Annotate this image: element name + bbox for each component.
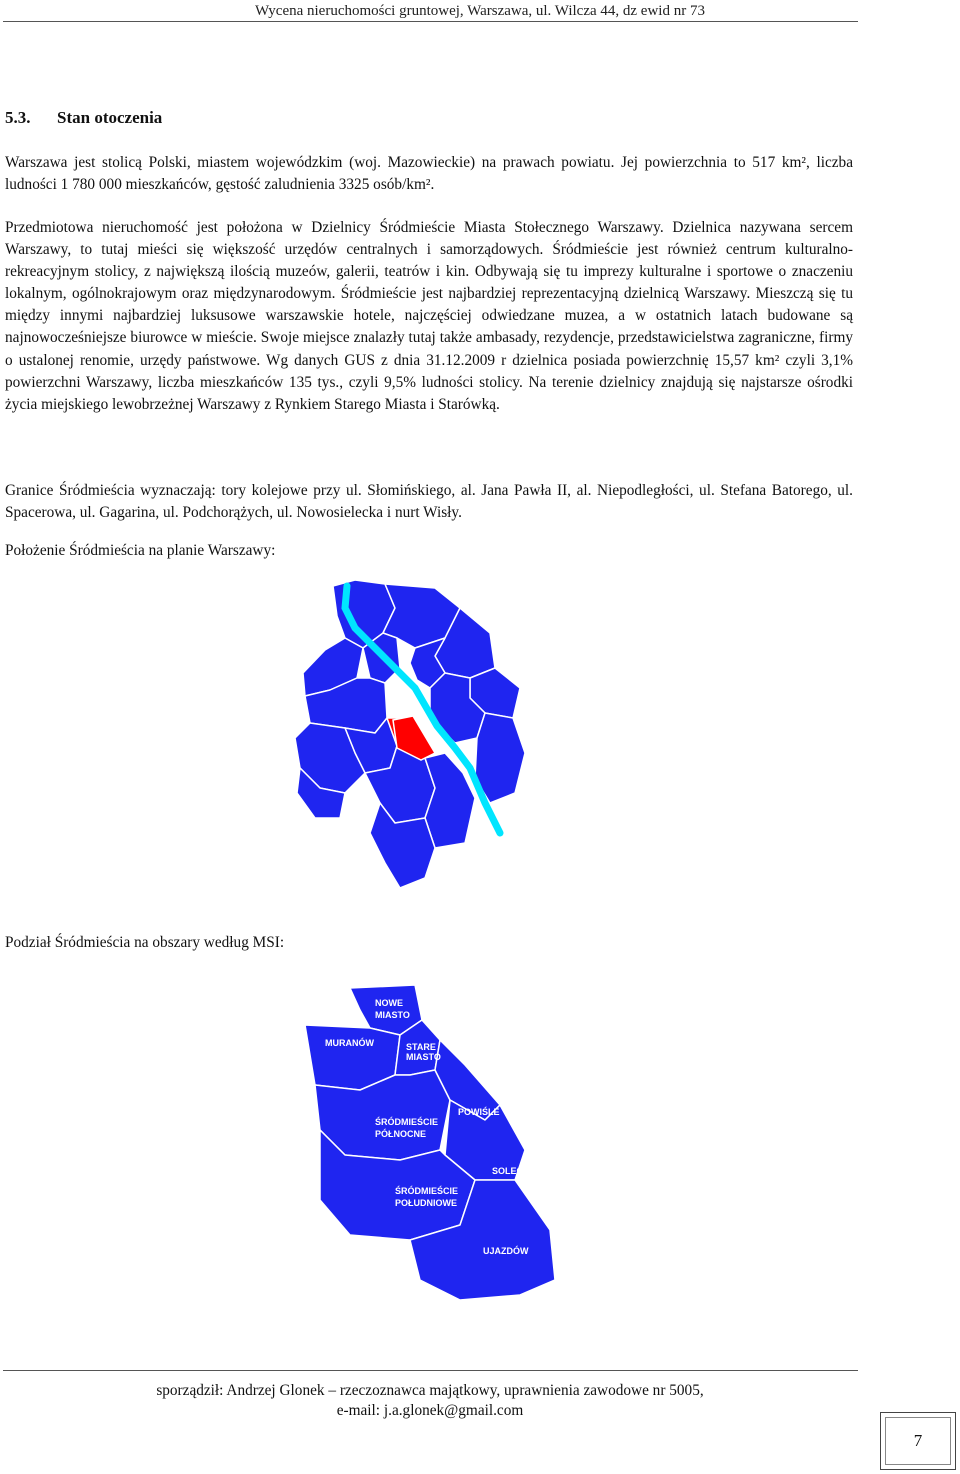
paragraph-district: Przedmiotowa nieruchomość jest położona w Dzielnicy Śródmieście Miasta Stołecznego Warszawy. Dzielnica nazywana sercem Warszawy, to tutaj mieści się większość urzędów centralnych i samorządowych. Śródmieście jest również centrum kulturalno-rekreacyjnym stolicy, z największą ilością muzeów, galerii, teatrów i kin. Odbywają się tu imprezy kulturalne i sportowe o znaczeniu lokalnym, ogólnokrajowym oraz międzynarodowym. Śródmieście jest najbardziej reprezentacyjną dzielnicą Warszawy. Mieszczą się tu między innymi najbardziej luksusowe warszawskie hotele, najczęściej odwiedzane muzea, a w ostatnich latach budowane są najnowocześniejsze biurowce w mieście. Swoje miejsce znalazły tutaj także ambasady, rezydencje, przedstawicielstwa zagraniczne, firmy o ustalonej renomie, urzędy państwowe. Wg danych GUS z dnia 31.12.2009 r dzielnica posiada powierzchnię 15,57 km² czyli 3,1% powierzchni Warszawy, liczba mieszkańców 135 tys., czyli 9,5% ludności stolicy. Na terenie dzielnicy znajdują się najstarsze ośrodki życia miejskiego lewobrzeżnej Warszawy z Rynkiem Starego Miasta i Starówką. — [5, 219, 853, 413]
footer-email: e-mail: j.a.glonek@gmail.com — [336, 1402, 524, 1419]
label-srodmiescie-pn-2: PÓŁNOCNE — [375, 1129, 427, 1139]
label-srodmiescie-pd-2: POŁUDNIOWE — [395, 1198, 457, 1208]
page-header: Wycena nieruchomości gruntowej, Warszawa, ul. Wilcza 44, dz ewid nr 73 — [255, 3, 705, 19]
label-srodmiescie-pd-1: ŚRÓDMIEŚCIE — [395, 1186, 459, 1196]
page-number-box — [880, 1412, 956, 1470]
header-divider — [3, 21, 858, 22]
paragraph-intro: Warszawa jest stolicą Polski, miastem wojewódzkim (woj. Mazowieckie) na prawach powiatu. Jej powierzchnia to 517 km², liczba ludności 1 780 000 mieszkańców, gęstość zaludnienia 3325 osób/km². — [5, 154, 853, 194]
label-ujazdow: UJAZDÓW — [483, 1246, 529, 1256]
label-stare-miasto-1: STARE — [406, 1042, 436, 1052]
footer-divider — [3, 1370, 858, 1371]
label-nowe-miasto-2: MIASTO — [375, 1010, 410, 1020]
map2-caption: Podział Śródmieścia na obszary według MSI: — [5, 934, 285, 951]
page-number: 7 — [885, 1417, 951, 1465]
paragraph-borders: Granice Śródmieścia wyznaczają: tory kolejowe przy ul. Słomińskiego, al. Jana Pawła II, al. Niepodległości, ul. Stefana Batorego, ul. Spacerowa, ul. Gagarina, ul. Podchorążych, ul. Nowosielecka i nurt Wisły. — [5, 482, 853, 522]
srodmiescie-msi-map — [290, 980, 570, 1320]
warsaw-districts-map — [285, 578, 530, 908]
label-nowe-miasto-1: NOWE — [375, 998, 403, 1008]
section-number: 5.3. — [5, 108, 31, 127]
section-heading — [5, 108, 162, 128]
label-muranow: MURANÓW — [325, 1038, 374, 1048]
label-stare-miasto-2: MIASTO — [406, 1052, 441, 1062]
footer-author: sporządził: Andrzej Glonek – rzeczoznawca majątkowy, uprawnienia zawodowe nr 5005, — [156, 1382, 704, 1399]
map1-caption: Położenie Śródmieścia na planie Warszawy: — [5, 542, 276, 559]
section-title: Stan otoczenia — [57, 108, 163, 127]
label-powisle: POWIŚLE — [458, 1107, 500, 1117]
label-solec: SOLEC — [492, 1166, 524, 1176]
label-srodmiescie-pn-1: ŚRÓDMIEŚCIE — [375, 1117, 439, 1127]
